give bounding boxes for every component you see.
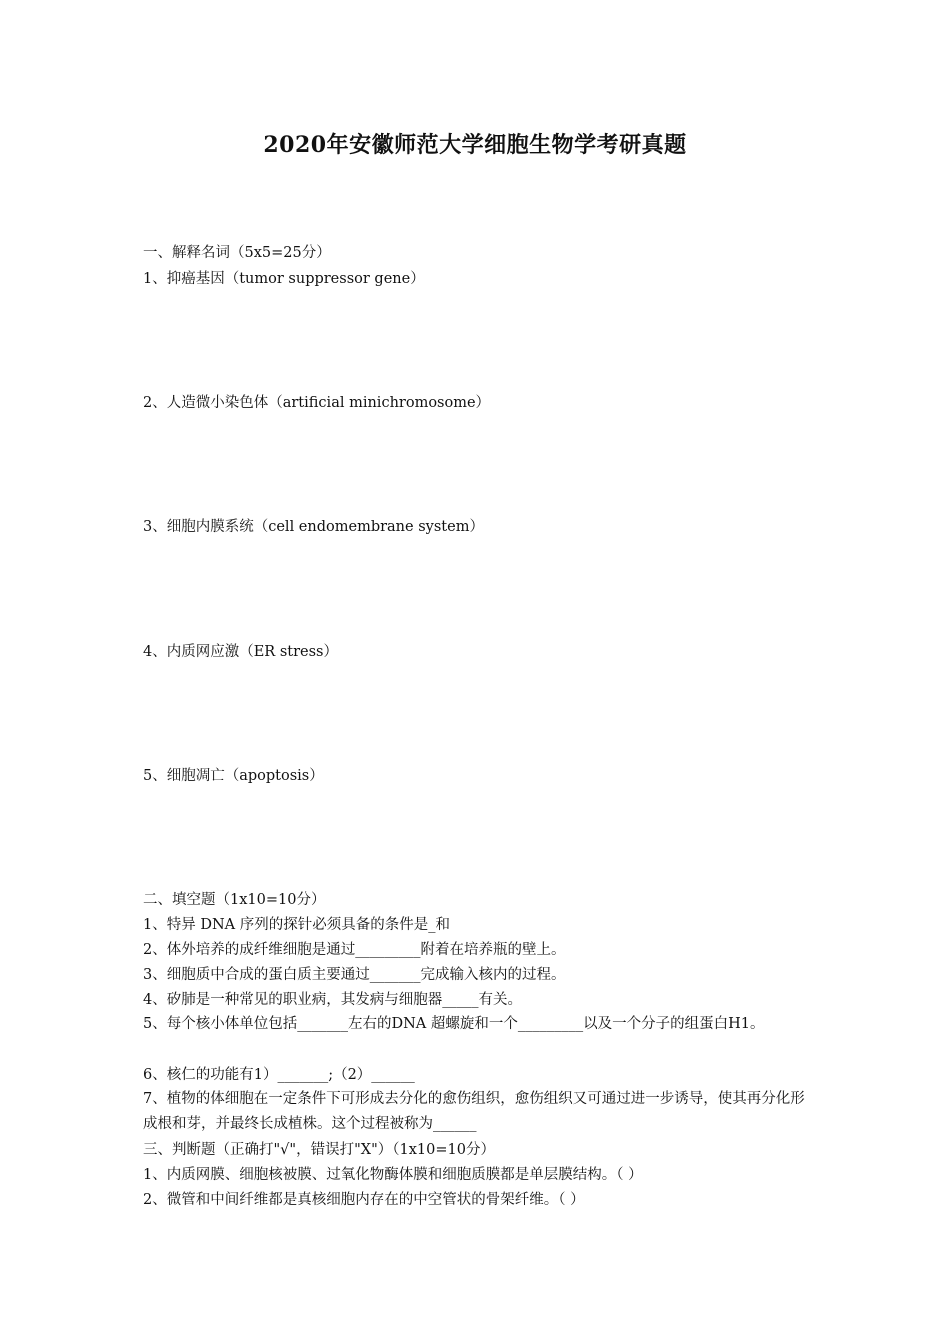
- fill-item-7: 7、植物的体细胞在一定条件下可形成去分化的愈伤组织，愈伤组织又可通过进一步诱导，使其再分化形成根和芽，并最终长成植株。这个过程被称为______: [143, 1091, 805, 1132]
- term-item-4: 4、内质网应激（ER stress）: [143, 644, 338, 660]
- section2-heading: 二、填空题（1x10=10分）: [143, 892, 326, 908]
- fill-item-4: 4、矽肺是一种常见的职业病，其发病与细胞器_____有关。: [143, 992, 522, 1008]
- fill-item-1: 1、特异 DNA 序列的探针必须具备的条件是_和: [143, 917, 450, 933]
- section3-heading: 三、判断题（正确打"√"，错误打"X"）（1x10=10分）: [143, 1142, 495, 1158]
- judge-item-2: 2、微管和中间纤维都是真核细胞内存在的中空管状的骨架纤维。（ ）: [143, 1192, 585, 1208]
- page-title: 2020年安徽师范大学细胞生物学考研真题: [263, 132, 687, 158]
- judge-item-1: 1、内质网膜、细胞核被膜、过氧化物酶体膜和细胞质膜都是单层膜结构。（ ）: [143, 1167, 643, 1183]
- fill-item-6: 6、核仁的功能有1）_______;（2）______: [143, 1067, 415, 1083]
- term-item-5: 5、细胞凋亡（apoptosis）: [143, 768, 324, 784]
- section1-heading: 一、解释名词（5x5=25分）: [143, 245, 331, 261]
- term-item-1: 1、抑癌基因（tumor suppressor gene）: [143, 271, 425, 287]
- fill-item-2: 2、体外培养的成纤维细胞是通过_________附着在培养瓶的壁上。: [143, 942, 566, 958]
- term-item-2: 2、人造微小染色体（artificial minichromosome）: [143, 395, 491, 411]
- fill-item-5: 5、每个核小体单位包括_______左右的DNA 超螺旋和一个_________以及一个分子的组蛋白H1。: [143, 1016, 765, 1032]
- term-item-3: 3、细胞内膜系统（cell endomembrane system）: [143, 519, 484, 535]
- fill-item-3: 3、细胞质中合成的蛋白质主要通过_______完成输入核内的过程。: [143, 967, 566, 983]
